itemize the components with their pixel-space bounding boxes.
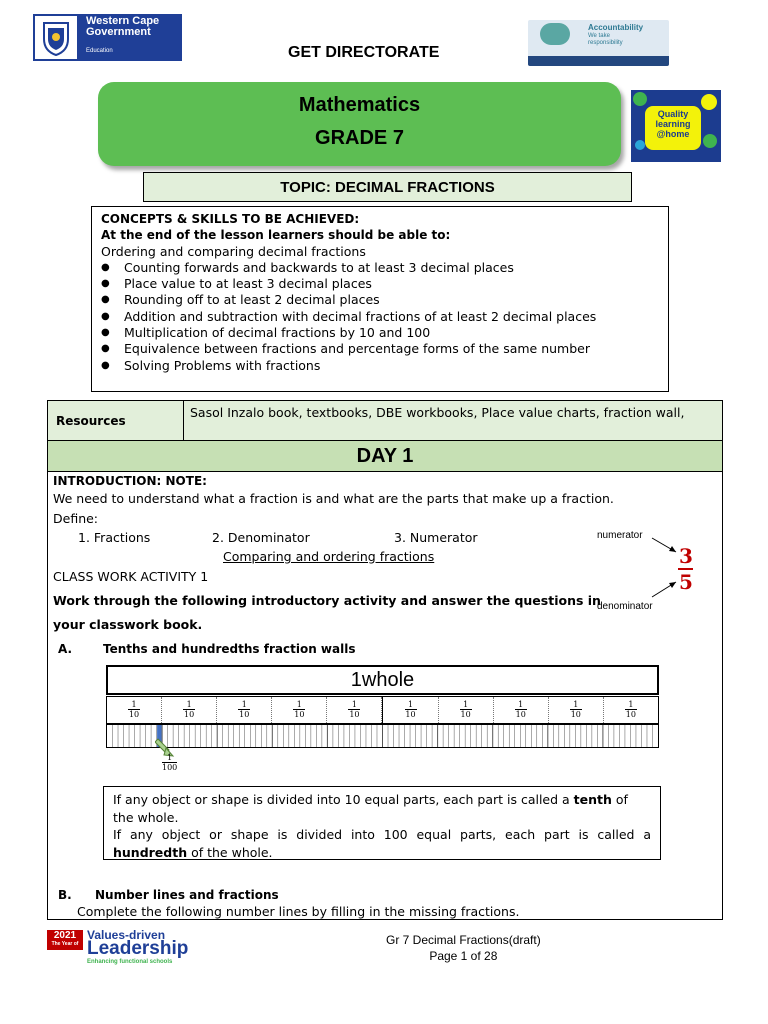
tenth-numerator: 1 <box>570 700 582 710</box>
logo-line-3: Education <box>86 48 113 54</box>
info-p2-bold: hundredth <box>113 844 188 860</box>
section-a-title: Tenths and hundredths fraction walls <box>103 642 356 656</box>
accountability-subtitle-2: responsibility <box>588 40 623 46</box>
tenth-cell <box>327 697 382 723</box>
tenth-cell <box>107 697 162 723</box>
accountability-subtitle-1: We take <box>588 33 610 39</box>
fraction-denominator: 5 <box>679 570 693 594</box>
raised-hand-icon <box>540 23 570 45</box>
tenth-denominator: 10 <box>349 710 360 719</box>
logo-year-sub: The Year of <box>51 941 79 947</box>
tenth-cell <box>382 697 438 723</box>
resources-row <box>48 401 722 441</box>
concept-item: ● Counting forwards and backwards to at least 3 decimal places <box>101 260 668 276</box>
fraction-wall-tenths <box>106 696 659 724</box>
concept-item: ● Place value to at least 3 decimal places <box>101 276 668 292</box>
tenth-cell <box>604 697 658 723</box>
tenth-denominator: 10 <box>570 710 581 719</box>
info-p1-bold: tenth <box>573 792 612 807</box>
logo-line-1: Western Cape <box>86 15 160 27</box>
tenth-cell <box>439 697 494 723</box>
page-number: Page 1 of 28 <box>429 949 498 963</box>
denominator-label: denominator <box>597 601 653 612</box>
numerator-label: numerator <box>597 530 643 541</box>
info-paragraph-2 <box>113 826 651 861</box>
definition-2: 2. Denominator <box>212 530 310 545</box>
section-b-letter: B. <box>58 888 72 902</box>
concept-item: ● Solving Problems with fractions <box>101 358 668 374</box>
logo-year: 2021 <box>53 930 77 941</box>
activity-instruction-1: Work through the following introductory activity and answer the questions in <box>53 593 601 608</box>
tenth-numerator: 1 <box>405 700 417 710</box>
logo-year-badge <box>47 930 83 950</box>
introduction-heading: INTRODUCTION: NOTE: <box>53 474 207 488</box>
info-p2-end: of the whole. <box>187 844 273 860</box>
accountability-subtitle <box>588 33 623 47</box>
tenth-numerator: 1 <box>460 700 472 710</box>
tenth-cell <box>494 697 549 723</box>
section-b-instruction: Complete the following number lines by filling in the missing fractions. <box>77 904 520 919</box>
hundredth-numerator: 1 <box>167 753 173 762</box>
quality-line-1: Quality <box>657 109 689 119</box>
concepts-intro: Ordering and comparing decimal fractions <box>101 243 366 259</box>
topic-heading: TOPIC: DECIMAL FRACTIONS <box>143 172 632 202</box>
quality-line-2: learning <box>655 119 691 129</box>
info-box <box>103 786 661 860</box>
subject-title-box <box>98 82 621 166</box>
subject-title: Mathematics <box>298 94 421 116</box>
concepts-box <box>91 206 669 392</box>
tenth-numerator: 1 <box>293 700 305 710</box>
hundredth-denominator: 100 <box>162 763 178 772</box>
tenth-numerator: 1 <box>183 700 195 710</box>
decor-dot <box>633 92 647 106</box>
logo-line-2: Government <box>86 26 151 38</box>
concept-item: ● Addition and subtraction with decimal fractions of at least 2 decimal places <box>101 309 668 325</box>
info-p1-start: If any object or shape is divided into 10 equal parts, each part is called a <box>113 792 574 807</box>
tenth-numerator: 1 <box>238 700 250 710</box>
logo-values: Values-driven <box>87 928 166 942</box>
section-a-letter: A. <box>58 642 73 656</box>
tenth-cell <box>272 697 327 723</box>
concepts-heading: CONCEPTS & SKILLS TO BE ACHIEVED: <box>101 212 360 226</box>
tenth-denominator: 10 <box>128 710 140 719</box>
logo-tagline: Enhancing functional schools <box>87 959 173 965</box>
accountability-footer-bar <box>528 56 669 66</box>
tenth-numerator: 1 <box>128 700 140 710</box>
info-paragraph-1 <box>113 791 651 826</box>
tenth-cell <box>217 697 272 723</box>
tenth-numerator: 1 <box>625 700 637 710</box>
comparing-subtitle: Comparing and ordering fractions <box>223 549 435 564</box>
decor-dot <box>703 134 717 148</box>
page-footer <box>386 932 541 964</box>
tenth-denominator: 10 <box>294 710 305 719</box>
fraction-arrows <box>650 535 680 601</box>
activity-heading: CLASS WORK ACTIVITY 1 <box>53 569 209 584</box>
hundredths-ticks <box>107 725 658 747</box>
western-cape-government-logo <box>33 14 182 61</box>
values-driven-leadership-logo <box>47 928 227 968</box>
concepts-subheading: At the end of the lesson learners should be able to: <box>101 228 451 243</box>
document-title: Gr 7 Decimal Fractions(draft) <box>386 933 541 947</box>
quality-learning-badge <box>645 106 701 150</box>
define-label: Define: <box>53 511 99 526</box>
coat-of-arms-icon <box>33 14 79 61</box>
concepts-list <box>101 260 668 374</box>
day-heading: DAY 1 <box>48 441 722 472</box>
tenth-denominator: 10 <box>515 710 526 719</box>
decor-dot <box>635 140 645 150</box>
tenth-cell <box>162 697 217 723</box>
section-b-title: Number lines and fractions <box>95 888 279 902</box>
definition-1: 1. Fractions <box>78 530 151 545</box>
fraction-numerator: 3 <box>679 544 693 568</box>
resources-text: Sasol Inzalo book, textbooks, DBE workbooks, Place value charts, fraction wall, <box>190 405 685 420</box>
tenth-numerator: 1 <box>515 700 527 710</box>
directorate-heading: GET DIRECTORATE <box>288 44 440 61</box>
fraction-wall-hundredths <box>106 724 659 748</box>
accountability-logo <box>528 20 669 66</box>
tenth-denominator: 10 <box>184 710 195 719</box>
decor-dot <box>701 94 717 110</box>
concept-item: ● Equivalence between fractions and percentage forms of the same number <box>101 341 668 357</box>
accountability-title: Accountability <box>588 23 644 32</box>
activity-instruction-2: your classwork book. <box>53 617 203 632</box>
tenth-denominator: 10 <box>405 710 416 719</box>
tenth-numerator: 1 <box>348 700 360 710</box>
concept-item: ● Multiplication of decimal fractions by 10 and 100 <box>101 325 668 341</box>
logo-leadership: Leadership <box>87 938 189 959</box>
concept-item: ● Rounding off to at least 2 decimal places <box>101 292 668 308</box>
fraction-wall-whole: 1whole <box>106 665 659 695</box>
info-p1-end: of the whole. <box>113 792 628 825</box>
quality-line-3: @home <box>656 129 690 139</box>
resources-label: Resources <box>48 401 184 440</box>
tenth-cell <box>549 697 604 723</box>
tenth-denominator: 10 <box>239 710 250 719</box>
grade-title: GRADE 7 <box>315 127 404 149</box>
definition-3: 3. Numerator <box>394 530 478 545</box>
hundredth-label <box>162 753 177 772</box>
tenth-denominator: 10 <box>625 710 636 719</box>
introduction-text: We need to understand what a fraction is and what are the parts that make up a fraction. <box>53 491 614 506</box>
info-p2-start: If any object or shape is divided into 100 equal parts, each part is called a <box>113 827 651 842</box>
quality-learning-logo <box>631 90 721 162</box>
tenth-denominator: 10 <box>460 710 471 719</box>
